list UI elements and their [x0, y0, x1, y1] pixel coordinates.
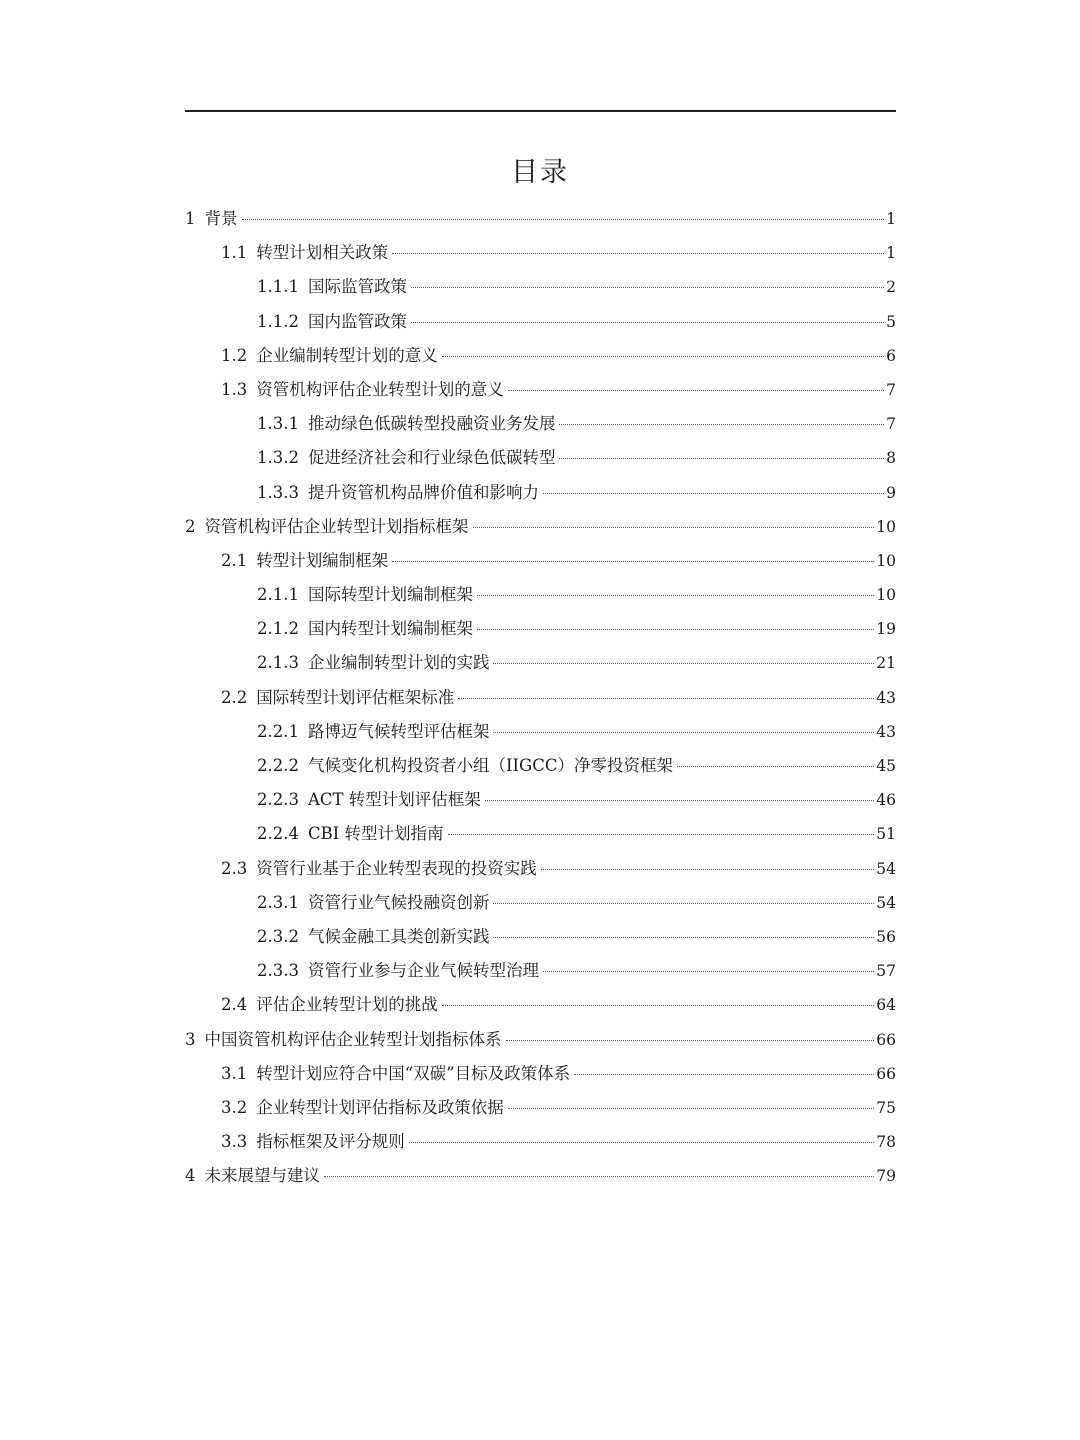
- toc-entry[interactable]: [185, 1091, 896, 1125]
- toc-entry-label: 企业转型计划评估指标及政策依据: [256, 1097, 504, 1117]
- toc-entry[interactable]: [185, 920, 896, 954]
- toc-entry-page: 10: [876, 586, 896, 605]
- toc-entry-number: 2.1.1: [257, 585, 299, 605]
- toc-dot-leader: [493, 732, 874, 733]
- toc-entry-number: 1: [185, 209, 196, 228]
- toc-dot-leader: [392, 561, 874, 562]
- toc-entry[interactable]: [185, 1125, 896, 1159]
- toc-entry-number: 2.3.1: [257, 892, 299, 912]
- toc-entry-label: 资管机构评估企业转型计划指标框架: [204, 516, 469, 536]
- toc-dot-leader: [442, 1005, 875, 1006]
- toc-entry[interactable]: [185, 476, 896, 510]
- toc-dot-leader: [392, 253, 884, 254]
- toc-dot-leader: [473, 527, 875, 528]
- toc-entry-number: 2.1: [221, 550, 248, 570]
- toc-entry-label: 国内转型计划编制框架: [307, 619, 473, 639]
- toc-entry[interactable]: [185, 988, 896, 1022]
- toc-entry-page: 43: [876, 688, 896, 707]
- toc-entry-number: 2.2.2: [257, 756, 299, 775]
- toc-entry-label: 企业编制转型计划的实践: [307, 653, 490, 673]
- toc-dot-leader: [477, 629, 874, 630]
- toc-entry[interactable]: [185, 270, 896, 304]
- toc-entry-label: 资管行业参与企业气候转型治理: [307, 961, 539, 981]
- toc-entry[interactable]: [185, 510, 896, 544]
- toc-entry-number: 2.2.3: [257, 790, 299, 810]
- toc-dot-leader: [493, 937, 874, 938]
- toc-entry-page: 6: [886, 346, 896, 365]
- toc-entry-page: 75: [876, 1098, 896, 1117]
- toc-entry-label: 国际转型计划评估框架标准: [256, 687, 455, 707]
- toc-entry-number: 1.1.1: [257, 277, 299, 297]
- toc-entry-label: 促进经济社会和行业绿色低碳转型: [307, 448, 556, 468]
- toc-entry-page: 79: [876, 1167, 896, 1186]
- toc-entry-label: CBI 转型计划指南: [307, 824, 444, 844]
- toc-dot-leader: [677, 766, 874, 767]
- toc-entry-number: 1.3: [221, 379, 248, 399]
- toc-entry-number: 2.3.3: [257, 961, 299, 981]
- toc-entry-number: 1.2: [221, 345, 248, 365]
- toc-entry-page: 57: [876, 962, 896, 981]
- toc-entry-number: 1.3.3: [257, 482, 299, 502]
- toc-entry-label: 推动绿色低碳转型投融资业务发展: [307, 414, 556, 434]
- toc-dot-leader: [442, 356, 884, 357]
- toc-dot-leader: [485, 800, 874, 801]
- toc-dot-leader: [541, 869, 875, 870]
- toc-entry[interactable]: [185, 715, 896, 749]
- toc-entry-label: 转型计划应符合中国“双碳”目标及政策体系: [256, 1063, 571, 1083]
- toc-entry[interactable]: [185, 783, 896, 817]
- toc-entry[interactable]: [185, 236, 896, 270]
- toc-dot-leader: [448, 834, 875, 835]
- toc-entry[interactable]: [185, 578, 896, 612]
- toc-entry-page: 66: [876, 1064, 896, 1083]
- toc-entry-number: 2: [185, 516, 196, 536]
- toc-entry-number: 2.1.2: [257, 619, 299, 639]
- toc-entry-label: 国际监管政策: [307, 277, 407, 297]
- toc-entry-page: 21: [876, 654, 896, 673]
- toc-entry-page: 46: [876, 791, 896, 810]
- toc-entry-page: 7: [886, 380, 896, 399]
- toc-entry-number: 1.3.1: [257, 414, 299, 434]
- toc-entry-label: 背景: [204, 209, 238, 228]
- toc-entry[interactable]: [185, 544, 896, 578]
- toc-entry[interactable]: [185, 305, 896, 339]
- toc-entry-number: 1.1.2: [257, 311, 299, 331]
- toc-entry-number: 3.3: [221, 1132, 248, 1152]
- toc-dot-leader: [324, 1176, 874, 1177]
- toc-entry[interactable]: [185, 681, 896, 715]
- toc-entry-label: 评估企业转型计划的挑战: [256, 995, 438, 1015]
- toc-dot-leader: [559, 424, 884, 425]
- toc-entry-page: 8: [886, 449, 896, 468]
- toc-entry-page: 9: [886, 483, 896, 502]
- toc-entry[interactable]: [185, 1057, 896, 1091]
- toc-entry-number: 4: [185, 1166, 196, 1186]
- toc-dot-leader: [411, 287, 884, 288]
- toc-dot-leader: [508, 1108, 875, 1109]
- toc-list: [185, 202, 896, 1193]
- toc-entry-label: 未来展望与建议: [204, 1166, 320, 1186]
- toc-entry-page: 1: [886, 210, 896, 228]
- toc-entry[interactable]: [185, 646, 896, 680]
- toc-entry-number: 2.2: [221, 687, 248, 707]
- toc-entry-page: 54: [876, 893, 896, 912]
- toc-entry-label: 资管机构评估企业转型计划的意义: [256, 379, 504, 399]
- toc-entry-label: 企业编制转型计划的意义: [256, 345, 438, 365]
- toc-entry-label: 气候变化机构投资者小组（IIGCC）净零投资框架: [307, 756, 673, 775]
- toc-entry-label: 路博迈气候转型评估框架: [307, 721, 490, 741]
- toc-entry-number: 2.3: [221, 858, 248, 878]
- toc-dot-leader: [458, 698, 874, 699]
- toc-entry-page: 45: [876, 757, 896, 775]
- toc-entry[interactable]: [185, 1023, 896, 1057]
- toc-entry-label: 指标框架及评分规则: [256, 1132, 405, 1152]
- toc-entry-label: 转型计划编制框架: [256, 550, 389, 570]
- toc-entry[interactable]: [185, 202, 896, 236]
- toc-entry-number: 3: [185, 1029, 196, 1049]
- toc-entry-number: 2.3.2: [257, 926, 299, 946]
- toc-entry[interactable]: [185, 954, 896, 988]
- toc-entry-number: 3.1: [221, 1063, 248, 1083]
- toc-entry-label: 国际转型计划编制框架: [307, 585, 473, 605]
- toc-dot-leader: [543, 493, 884, 494]
- toc-dot-leader: [409, 1142, 875, 1143]
- toc-entry-page: 2: [886, 278, 896, 297]
- toc-entry-page: 7: [886, 415, 896, 434]
- toc-entry-page: 5: [886, 312, 896, 331]
- toc-entry-number: 1.1: [221, 243, 248, 263]
- toc-entry-page: 78: [876, 1133, 896, 1152]
- toc-dot-leader: [477, 595, 874, 596]
- toc-dot-leader: [493, 663, 874, 664]
- toc-entry[interactable]: [185, 817, 896, 851]
- toc-entry-page: 10: [876, 517, 896, 536]
- toc-entry-label: 提升资管机构品牌价值和影响力: [307, 482, 539, 502]
- toc-entry[interactable]: [185, 407, 896, 441]
- toc-entry-number: 2.2.1: [257, 721, 299, 741]
- toc-entry-label: 中国资管机构评估企业转型计划指标体系: [204, 1029, 502, 1049]
- toc-entry[interactable]: [185, 749, 896, 783]
- toc-entry-label: 气候金融工具类创新实践: [307, 926, 490, 946]
- toc-entry-number: 2.1.3: [257, 653, 299, 673]
- toc-entry[interactable]: [185, 339, 896, 373]
- toc-entry[interactable]: [185, 373, 896, 407]
- toc-entry-page: 19: [876, 620, 896, 639]
- toc-dot-leader: [242, 219, 885, 220]
- toc-entry-page: 64: [876, 996, 896, 1015]
- toc-entry[interactable]: [185, 612, 896, 646]
- toc-entry[interactable]: [185, 886, 896, 920]
- toc-entry-page: 43: [876, 722, 896, 741]
- toc-dot-leader: [543, 971, 874, 972]
- toc-dot-leader: [508, 390, 884, 391]
- toc-entry-label: 资管行业气候投融资创新: [307, 892, 490, 912]
- toc-dot-leader: [411, 322, 884, 323]
- toc-entry-page: 66: [876, 1030, 896, 1049]
- toc-entry-number: 1.3.2: [257, 448, 299, 468]
- toc-entry[interactable]: [185, 441, 896, 475]
- toc-dot-leader: [574, 1074, 874, 1075]
- toc-dot-leader: [493, 903, 874, 904]
- toc-dot-leader: [506, 1040, 875, 1041]
- header-rule: [185, 110, 896, 112]
- toc-entry[interactable]: [185, 852, 896, 886]
- toc-entry-label: 国内监管政策: [307, 311, 407, 331]
- toc-entry-label: 转型计划相关政策: [256, 243, 389, 263]
- toc-entry-number: 3.2: [221, 1097, 248, 1117]
- toc-entry-number: 2.2.4: [257, 824, 299, 844]
- toc-entry-number: 2.4: [221, 995, 248, 1015]
- toc-entry-label: 资管行业基于企业转型表现的投资实践: [256, 858, 537, 878]
- toc-entry-page: 1: [886, 244, 896, 263]
- toc-dot-leader: [559, 458, 884, 459]
- toc-entry-label: ACT 转型计划评估框架: [307, 790, 481, 810]
- toc-entry-page: 54: [876, 859, 896, 878]
- toc-entry-page: 51: [876, 825, 896, 844]
- toc-entry-page: 10: [876, 551, 896, 570]
- toc-entry[interactable]: [185, 1159, 896, 1193]
- toc-title: 目录: [511, 157, 569, 188]
- toc-entry-page: 56: [876, 927, 896, 946]
